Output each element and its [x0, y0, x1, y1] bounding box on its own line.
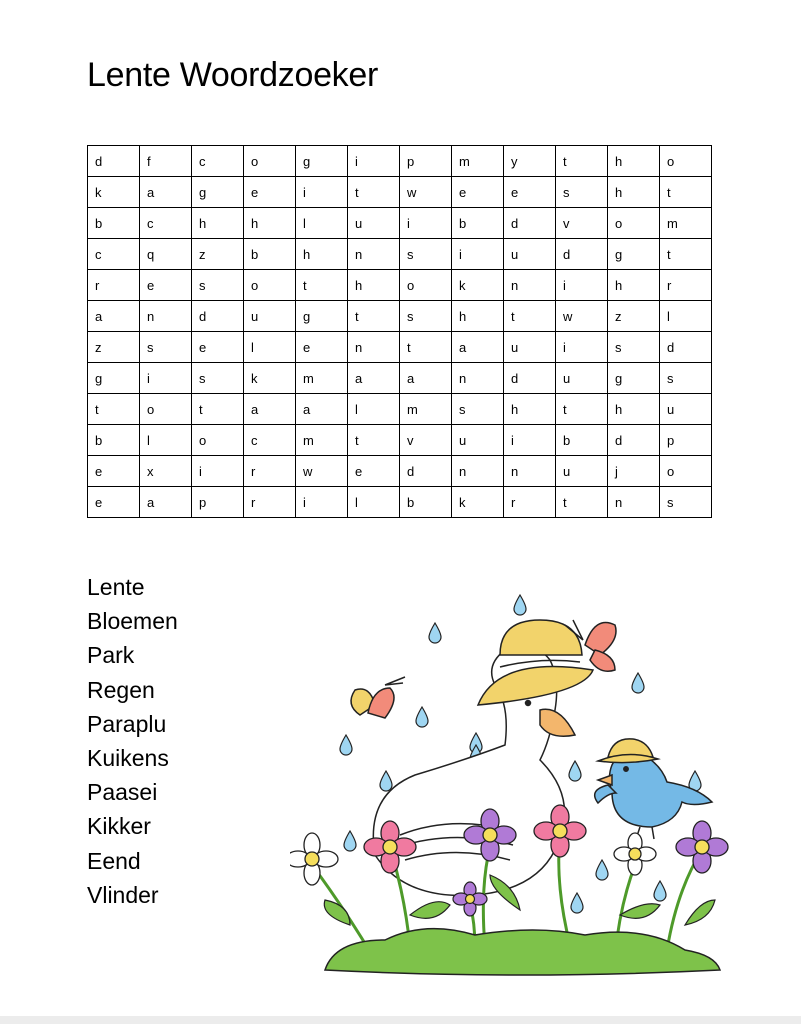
grid-cell: a [348, 363, 400, 394]
page-title: Lente Woordzoeker [87, 56, 379, 94]
grid-cell: h [452, 301, 504, 332]
grid-cell: a [88, 301, 140, 332]
word-list-item: Kikker [87, 813, 151, 840]
grid-cell: a [296, 394, 348, 425]
grid-cell: y [504, 146, 556, 177]
grid-cell: t [348, 425, 400, 456]
grid-cell: k [244, 363, 296, 394]
grid-cell: d [400, 456, 452, 487]
grid-cell: b [88, 208, 140, 239]
grid-cell: d [504, 208, 556, 239]
grid-cell: t [556, 146, 608, 177]
grid-cell: c [244, 425, 296, 456]
grid-cell: i [452, 239, 504, 270]
grid-row [88, 394, 712, 425]
butterfly-left [351, 677, 405, 718]
grid-cell: c [140, 208, 192, 239]
grid-cell: i [504, 425, 556, 456]
grid-cell: g [608, 239, 660, 270]
grid-cell: t [296, 270, 348, 301]
grid-cell: e [348, 456, 400, 487]
grid-cell: h [504, 394, 556, 425]
grid-cell: u [556, 363, 608, 394]
grid-cell: w [556, 301, 608, 332]
word-search-grid [87, 145, 712, 518]
grid-cell: t [660, 239, 712, 270]
grid-cell: e [88, 487, 140, 518]
grid-cell: d [608, 425, 660, 456]
grid-cell: t [556, 487, 608, 518]
grid-cell: n [452, 456, 504, 487]
grid-cell: l [244, 332, 296, 363]
grid-cell: r [88, 270, 140, 301]
grid-cell: b [400, 487, 452, 518]
grid-cell: n [348, 239, 400, 270]
grid-row [88, 208, 712, 239]
grid-cell: u [556, 456, 608, 487]
grid-cell: s [452, 394, 504, 425]
word-list-item: Lente [87, 574, 145, 600]
grid-cell: h [608, 177, 660, 208]
grid-cell: b [452, 208, 504, 239]
grid-cell: m [296, 363, 348, 394]
grid-cell: l [660, 301, 712, 332]
grid-cell: s [400, 239, 452, 270]
grid-cell: t [660, 177, 712, 208]
word-list-item: Kuikens [87, 744, 169, 771]
grid-cell: r [660, 270, 712, 301]
grid-cell: s [556, 177, 608, 208]
grid-cell: m [660, 208, 712, 239]
grid-cell: h [348, 270, 400, 301]
grid-cell: l [296, 208, 348, 239]
grid-cell: h [608, 270, 660, 301]
word-list-item: Vlinder [87, 881, 159, 908]
grid-cell: c [88, 239, 140, 270]
grid-cell: b [244, 239, 296, 270]
grid-cell: u [504, 332, 556, 363]
grid-cell: o [244, 270, 296, 301]
grid-cell: m [452, 146, 504, 177]
grid-cell: s [660, 363, 712, 394]
grid-cell: d [556, 239, 608, 270]
grid-cell: d [192, 301, 244, 332]
grid-cell: u [348, 208, 400, 239]
grid-cell: z [192, 239, 244, 270]
grid-cell: u [452, 425, 504, 456]
flower-purple-right [676, 821, 728, 873]
grid-row [88, 487, 712, 518]
grid-row [88, 456, 712, 487]
grid-cell: r [244, 456, 296, 487]
grid-cell: o [660, 456, 712, 487]
grid-cell: h [608, 146, 660, 177]
grid-cell: f [140, 146, 192, 177]
grid-cell: n [504, 270, 556, 301]
grid-row [88, 425, 712, 456]
grid-cell: e [504, 177, 556, 208]
word-list-item: Paraplu [87, 710, 167, 737]
grid-cell: w [400, 177, 452, 208]
grid-cell: e [88, 456, 140, 487]
grid-cell: h [296, 239, 348, 270]
grid-cell: o [608, 208, 660, 239]
grid-cell: t [556, 394, 608, 425]
grid-cell: k [88, 177, 140, 208]
grid-cell: n [608, 487, 660, 518]
grid-cell: b [556, 425, 608, 456]
flower-white-right [614, 833, 656, 875]
grid-cell: i [296, 177, 348, 208]
grid-cell: c [192, 146, 244, 177]
grid-row [88, 239, 712, 270]
grid-row [88, 363, 712, 394]
grid-cell: u [504, 239, 556, 270]
grid-cell: g [296, 301, 348, 332]
grid-cell: t [400, 332, 452, 363]
grid-cell: i [556, 332, 608, 363]
grid-cell: s [608, 332, 660, 363]
grid-cell: t [348, 301, 400, 332]
grid-cell: o [192, 425, 244, 456]
grid-cell: q [140, 239, 192, 270]
grid-cell: m [400, 394, 452, 425]
grid-cell: a [452, 332, 504, 363]
grid-cell: s [192, 270, 244, 301]
grid-row [88, 301, 712, 332]
grid-cell: u [660, 394, 712, 425]
grid-cell: o [660, 146, 712, 177]
grid-row [88, 177, 712, 208]
grid-cell: a [140, 487, 192, 518]
grid-cell: i [348, 146, 400, 177]
flower-white-left [290, 833, 338, 885]
word-list-item: Park [87, 642, 135, 669]
grid-cell: e [244, 177, 296, 208]
grid-cell: s [400, 301, 452, 332]
grid-cell: e [452, 177, 504, 208]
grid-cell: d [660, 332, 712, 363]
grid-cell: e [192, 332, 244, 363]
grid-cell: t [504, 301, 556, 332]
grid-cell: z [88, 332, 140, 363]
word-list-item: Bloemen [87, 608, 178, 635]
grid-cell: z [608, 301, 660, 332]
grid-cell: o [140, 394, 192, 425]
word-list-item: Eend [87, 847, 141, 874]
grass [325, 929, 720, 975]
grid-cell: p [660, 425, 712, 456]
grid-cell: s [140, 332, 192, 363]
grid-cell: x [140, 456, 192, 487]
grid-cell: k [452, 270, 504, 301]
grid-cell: t [192, 394, 244, 425]
grid-cell: a [244, 394, 296, 425]
word-list [87, 570, 178, 912]
grid-cell: n [140, 301, 192, 332]
grid-cell: n [504, 456, 556, 487]
grid-cell: k [452, 487, 504, 518]
grid-cell: e [296, 332, 348, 363]
grid-cell: n [348, 332, 400, 363]
word-list-item: Regen [87, 676, 155, 703]
grid-cell: r [244, 487, 296, 518]
grid-cell: h [608, 394, 660, 425]
grid-cell: i [556, 270, 608, 301]
grid-cell: o [244, 146, 296, 177]
grid-cell: m [296, 425, 348, 456]
grid-cell: g [192, 177, 244, 208]
grid-cell: r [504, 487, 556, 518]
grid-cell: l [348, 487, 400, 518]
grid-cell: i [296, 487, 348, 518]
grid-cell: t [88, 394, 140, 425]
grid-cell: o [400, 270, 452, 301]
grid-cell: p [400, 146, 452, 177]
grid-cell: a [140, 177, 192, 208]
grid-cell: d [504, 363, 556, 394]
grid-cell: s [660, 487, 712, 518]
grid-cell: d [88, 146, 140, 177]
page-bottom-edge [0, 1016, 801, 1024]
grid-cell: w [296, 456, 348, 487]
grid-row [88, 270, 712, 301]
grid-row [88, 332, 712, 363]
word-list-item: Paasei [87, 779, 158, 806]
grid-row [88, 146, 712, 177]
grid-cell: i [400, 208, 452, 239]
grid-cell: t [348, 177, 400, 208]
grid-cell: h [192, 208, 244, 239]
grid-cell: g [88, 363, 140, 394]
grid-cell: e [140, 270, 192, 301]
grid-cell: s [192, 363, 244, 394]
grid-cell: n [452, 363, 504, 394]
grid-cell: j [608, 456, 660, 487]
spring-illustration [290, 585, 730, 985]
grid-cell: g [608, 363, 660, 394]
grid-cell: i [140, 363, 192, 394]
grid-cell: g [296, 146, 348, 177]
grid-cell: a [400, 363, 452, 394]
grid-cell: v [400, 425, 452, 456]
grid-cell: i [192, 456, 244, 487]
grid-cell: b [88, 425, 140, 456]
grid-cell: v [556, 208, 608, 239]
grid-cell: l [348, 394, 400, 425]
grid-cell: h [244, 208, 296, 239]
grid-cell: u [244, 301, 296, 332]
grid-cell: l [140, 425, 192, 456]
grid-cell: p [192, 487, 244, 518]
